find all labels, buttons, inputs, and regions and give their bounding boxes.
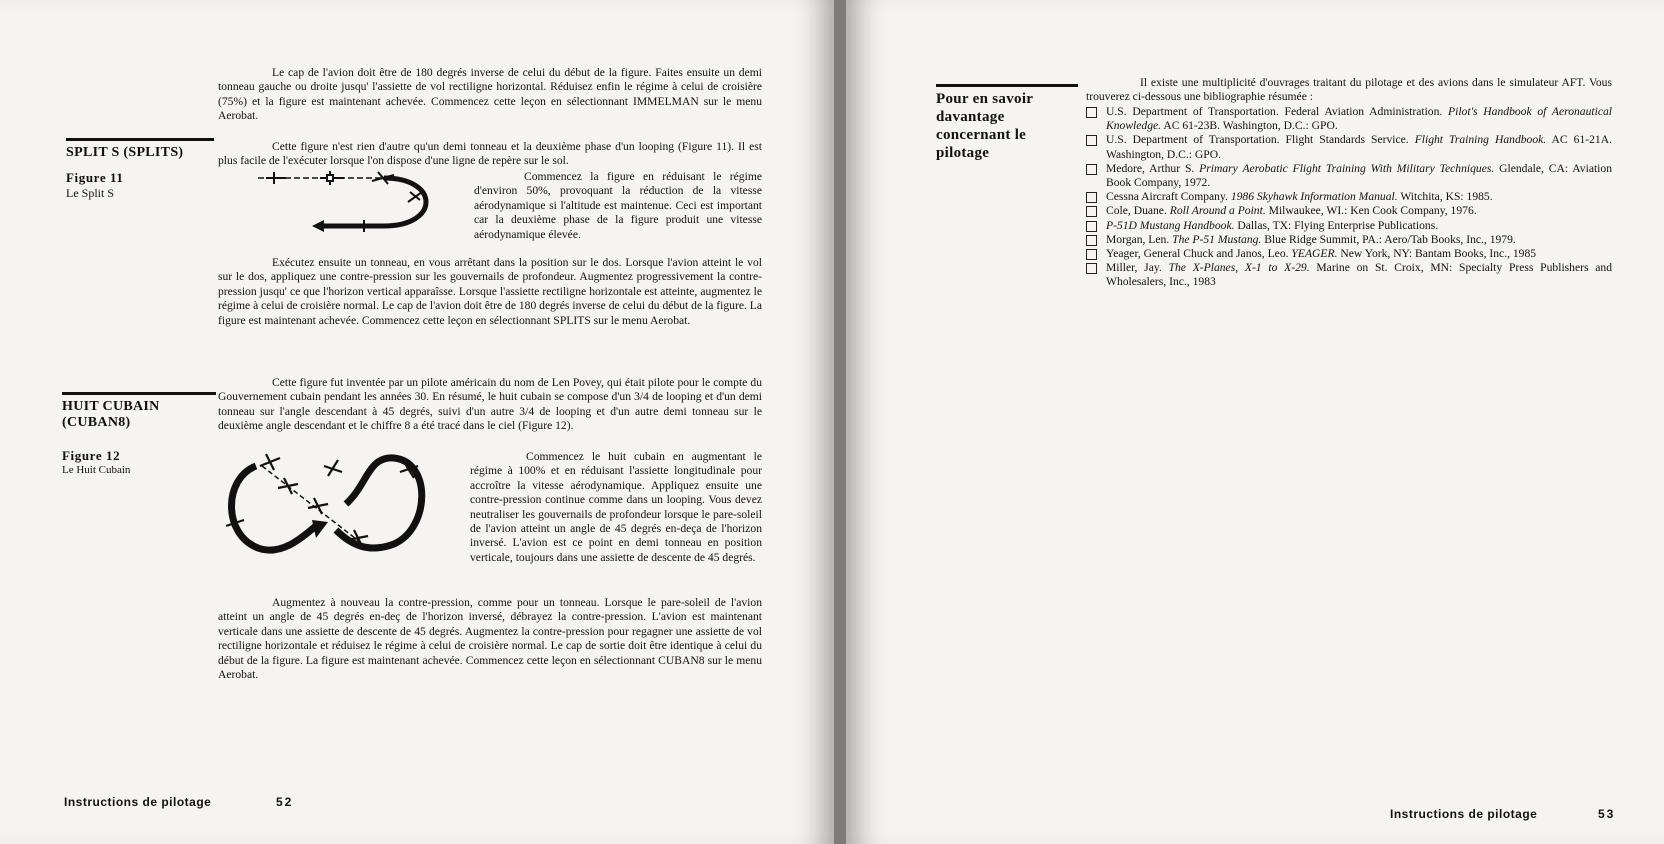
- checkbox-square-icon: [1086, 107, 1097, 118]
- section-title-splits: SPLIT S (SPLITS): [66, 145, 184, 160]
- cuban-eight-diagram: [218, 448, 440, 558]
- entry-author: Cessna Aircraft Company.: [1106, 190, 1231, 204]
- splits-paragraph-1: Cette figure n'est rien d'autre qu'un demi tonneau et la deuxième phase d'un looping (Figure 11). Il est plus facile de l'exécuter lorsque l'on dispose d'une ligne de repère sur le sol.: [218, 140, 762, 168]
- entry-author: Morgan, Len.: [1106, 232, 1173, 246]
- entry-author: Yeager, General Chuck and Janos, Leo.: [1106, 247, 1292, 261]
- bibliography-entry: [1086, 162, 1612, 190]
- footer-label: Instructions de pilotage: [64, 795, 212, 809]
- checkbox-square-icon: [1086, 206, 1097, 217]
- entry-title: The P-51 Mustang.: [1172, 232, 1262, 246]
- splits-paragraph-2: Commencez la figure en réduisant le régime d'environ 50%, provoquant la réduction de la vitesse aérodynamique si l'altitude est maintenue. Ceci est important car la deuxième phase de la figure produit une vitesse aérodynamique élevée.: [474, 170, 762, 241]
- entry-publisher: Milwaukee, WI.: Ken Cook Company, 1976.: [1265, 204, 1477, 218]
- checkbox-square-icon: [1086, 249, 1097, 260]
- section-rule: [62, 392, 216, 395]
- split-s-diagram: [254, 170, 440, 236]
- entry-publisher: Witchita, KS: 1985.: [1397, 190, 1493, 204]
- section-title-cuban8-line2: (CUBAN8): [62, 415, 131, 430]
- entry-publisher: Dallas, TX: Flying Enterprise Publications.: [1234, 218, 1439, 232]
- entry-publisher: New York, NY: Bantam Books, Inc., 1985: [1337, 247, 1537, 261]
- section-title-cuban8-line1: HUIT CUBAIN: [62, 399, 160, 414]
- bibliography-entry: [1086, 190, 1612, 204]
- entry-title: The X-Planes, X-1 to X-29.: [1168, 261, 1310, 275]
- entry-title: 1986 Skyhawk Information Manual.: [1230, 190, 1398, 204]
- footer-label: Instructions de pilotage: [1390, 807, 1538, 821]
- right-page: [846, 0, 1664, 844]
- bibliography-entry: [1086, 219, 1612, 233]
- checkbox-square-icon: [1086, 164, 1097, 175]
- page-number: 53: [1598, 807, 1616, 821]
- figure-12-number: Figure 12: [62, 448, 121, 463]
- entry-title: Primary Aerobatic Flight Training With Military Techniques.: [1199, 161, 1495, 175]
- bibliography-entry: [1086, 105, 1612, 133]
- intro-paragraph: Le cap de l'avion doit être de 180 degrés inverse de celui du début de la figure. Faites ensuite un demi tonneau gauche ou droite jusqu' l'assiette de vol rectiligne horizontal. Réduisez enfin le régime à celui de croisière (75%) et la figure est maintenant achevée. Commencez cette leçon en sélectionnant IMMELMAN sur le menu Aerobat.: [218, 66, 762, 123]
- cuban8-paragraph-1: Cette figure fut inventée par un pilote américain du nom de Len Povey, qui était pilote pour le compte du Gouvernement cubain pendant les années 30. En résumé, le huit cubain se compose d'un 3/4 de looping et d'un demi tonneau sur l'angle descendant à 45 degrés, suivi d'un autre 3/4 de looping et d'un autre demi tonneau sur le deuxième angle descendant et le chiffre 8 a été tracé dans le ciel (Figure 12).: [218, 376, 762, 433]
- entry-publisher: AC 61-23B. Washington, D.C.: GPO.: [1161, 119, 1338, 133]
- bibliography-entry: [1086, 133, 1612, 161]
- entry-publisher: AC 61-21A. Washington, D.C.: GPO.: [1106, 133, 1612, 161]
- page-number: 52: [276, 795, 294, 809]
- entry-author: Miller, Jay.: [1106, 261, 1169, 275]
- entry-author: U.S. Department of Transportation. Flight Standards Service.: [1106, 133, 1415, 147]
- section-title-further-reading: Pour en savoir davantage concernant le pilotage: [936, 91, 1033, 161]
- entry-title: Pilot's Handbook of Aeronautical Knowledge.: [1106, 105, 1612, 133]
- cuban8-paragraph-2: Commencez le huit cubain en augmentant le régime à 100% et en réduisant l'assiette longitudinale pour accroître la vitesse aérodynamique. Appliquez ensuite une contre-pression continue comme dans un looping. Vous devez neutraliser les gouvernails de profondeur lorsque le pare-soleil de l'avion atteint un angle de 45 degrés en-deça de l'horizon inversé. L'avion est ce point en demi tonneau en position verticale, toujours dans une assiette de descente de 45 degrés.: [470, 450, 762, 564]
- checkbox-square-icon: [1086, 135, 1097, 146]
- section-rule: [936, 84, 1078, 87]
- checkbox-square-icon: [1086, 192, 1097, 203]
- bibliography-entry: [1086, 261, 1612, 289]
- bibliography-entry: [1086, 233, 1612, 247]
- figure-11-number: Figure 11: [66, 170, 124, 185]
- figure-11-caption: Le Split S: [66, 186, 115, 200]
- bibliography-list: [1086, 105, 1612, 290]
- cuban8-paragraph-3: Augmentez à nouveau la contre-pression, comme pour un tonneau. Lorsque le pare-soleil de l'avion atteint un angle de 45 degrés en-deç de l'horizon inversé, débrayez la contre-pression. L'avion est maintenant verticale dans une assiette de descente de 45 degrés. Augmentez la contre-pression pour regagner une assiette de vol rectiligne horizontale et réduisez le régime à celui de croisière normal. Le cap de sortie doit être identique à celui du début de la figure. La figure est maintenant achevée. Commencez cette leçon en sélectionnant CUBAN8 sur le menu Aerobat.: [218, 596, 762, 682]
- bibliography-intro: Il existe une multiplicité d'ouvrages traitant du pilotage et des avions dans le simulateur AFT. Vous trouverez ci-dessous une bibliographie résumée :: [1086, 76, 1612, 104]
- section-rule: [66, 138, 214, 141]
- splits-paragraph-3: Exécutez ensuite un tonneau, en vous arrêtant dans la position sur le dos. Lorsque l'avion atteint le vol sur le dos, appliquez une contre-pression sur les gouvernails de profondeur. Augmentez progressivement la contre-pression jusqu' ce que l'horizon vertical apparaîsse. Lorsque l'assiette rectiligne horizontale est atteinte, augmentez le régime à celui de croisière normal. Le cap de l'avion doit être de 180 degrés inverse de celui du début de la figure. La figure est maintenant achevée. Commencez cette leçon en sélectionnant SPLITS sur le menu Aerobat.: [218, 256, 762, 327]
- figure-12-caption: Le Huit Cubain: [62, 464, 131, 476]
- bibliography-entry: [1086, 204, 1612, 218]
- entry-title: YEAGER.: [1291, 247, 1338, 261]
- checkbox-square-icon: [1086, 263, 1097, 274]
- checkbox-square-icon: [1086, 221, 1097, 232]
- entry-publisher: Glendale, CA: Aviation Book Company, 1972.: [1106, 161, 1613, 190]
- entry-title: P-51D Mustang Handbook.: [1106, 218, 1235, 232]
- entry-publisher: Marine on St. Croix, MN: Specialty Press Publishers and Wholesalers, Inc., 1983: [1106, 261, 1613, 289]
- entry-author: U.S. Department of Transportation. Federal Aviation Administration.: [1106, 105, 1449, 118]
- checkbox-square-icon: [1086, 235, 1097, 246]
- bibliography-entry: [1086, 247, 1612, 261]
- entry-title: Roll Around a Point.: [1169, 204, 1266, 218]
- entry-publisher: Blue Ridge Summit, PA.: Aero/Tab Books, Inc., 1979.: [1261, 232, 1516, 246]
- entry-author: Cole, Duane.: [1106, 204, 1170, 218]
- entry-title: Flight Training Handbook.: [1414, 133, 1547, 147]
- entry-author: Medore, Arthur S.: [1106, 161, 1200, 175]
